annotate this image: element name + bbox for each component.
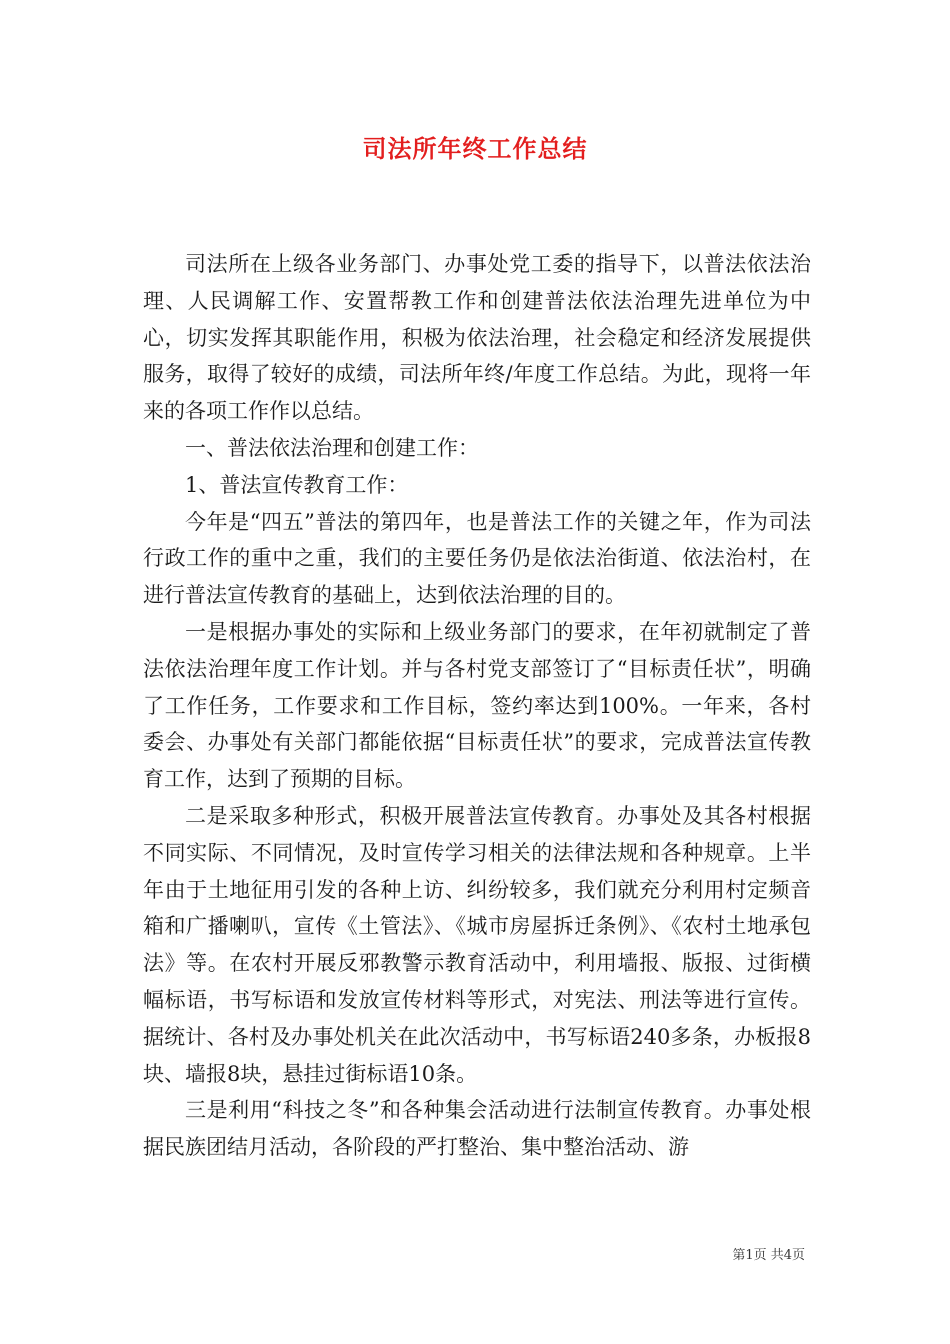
- document-title: 司法所年终工作总结: [362, 134, 588, 163]
- page-footer: 第1页 共4页: [732, 1248, 805, 1263]
- paragraph-point-three: 三是利用“科技之冬”和各种集会活动进行法制宣传教育。办事处根据民族团结月活动，各阶段的严打整治、集中整治活动、游: [143, 1098, 811, 1160]
- paragraph-point-one: 一是根据办事处的实际和上级业务部门的要求，在年初就制定了普法依法治理年度工作计划。并与各村党支部签订了“目标责任状”，明确了工作任务，工作要求和工作目标，签约率达到100%。一年来，各村委会、办事处有关部门都能依据“目标责任状”的要求，完成普法宣传教育工作，达到了预期的目标。: [143, 619, 811, 792]
- section-heading-1: 一、普法依法治理和创建工作：: [185, 435, 479, 460]
- subsection-heading-1: 1、普法宣传教育工作：: [185, 472, 409, 497]
- document-body: [143, 246, 811, 1166]
- paragraph-point-two: 二是采取多种形式，积极开展普法宣传教育。办事处及其各村根据不同实际、不同情况，及时宣传学习相关的法律法规和各种规章。上半年由于土地征用引发的各种上访、纠纷较多，我们就充分利用村定频音箱和广播喇叭，宣传《土管法》、《城市房屋拆迁条例》、《农村土地承包法》等。在农村开展反邪教警示教育活动中，利用墙报、版报、过街横幅标语，书写标语和发放宣传材料等形式，对宪法、刑法等进行宣传。据统计、各村及办事处机关在此次活动中，书写标语240多条，办板报8块、墙报8块，悬挂过街标语10条。: [143, 803, 811, 1086]
- paragraph-intro: 司法所在上级各业务部门、办事处党工委的指导下，以普法依法治理、人民调解工作、安置帮教工作和创建普法依法治理先进单位为中心，切实发挥其职能作用，积极为依法治理，社会稳定和经济发展提供服务，取得了较好的成绩，司法所年终/年度工作总结。为此，现将一年来的各项工作作以总结。: [143, 252, 811, 424]
- paragraph-fourth-five-year: 今年是“四五”普法的第四年，也是普法工作的关键之年，作为司法行政工作的重中之重，我们的主要任务仍是依法治街道、依法治村，在进行普法宣传教育的基础上，达到依法治理的目的。: [143, 509, 811, 608]
